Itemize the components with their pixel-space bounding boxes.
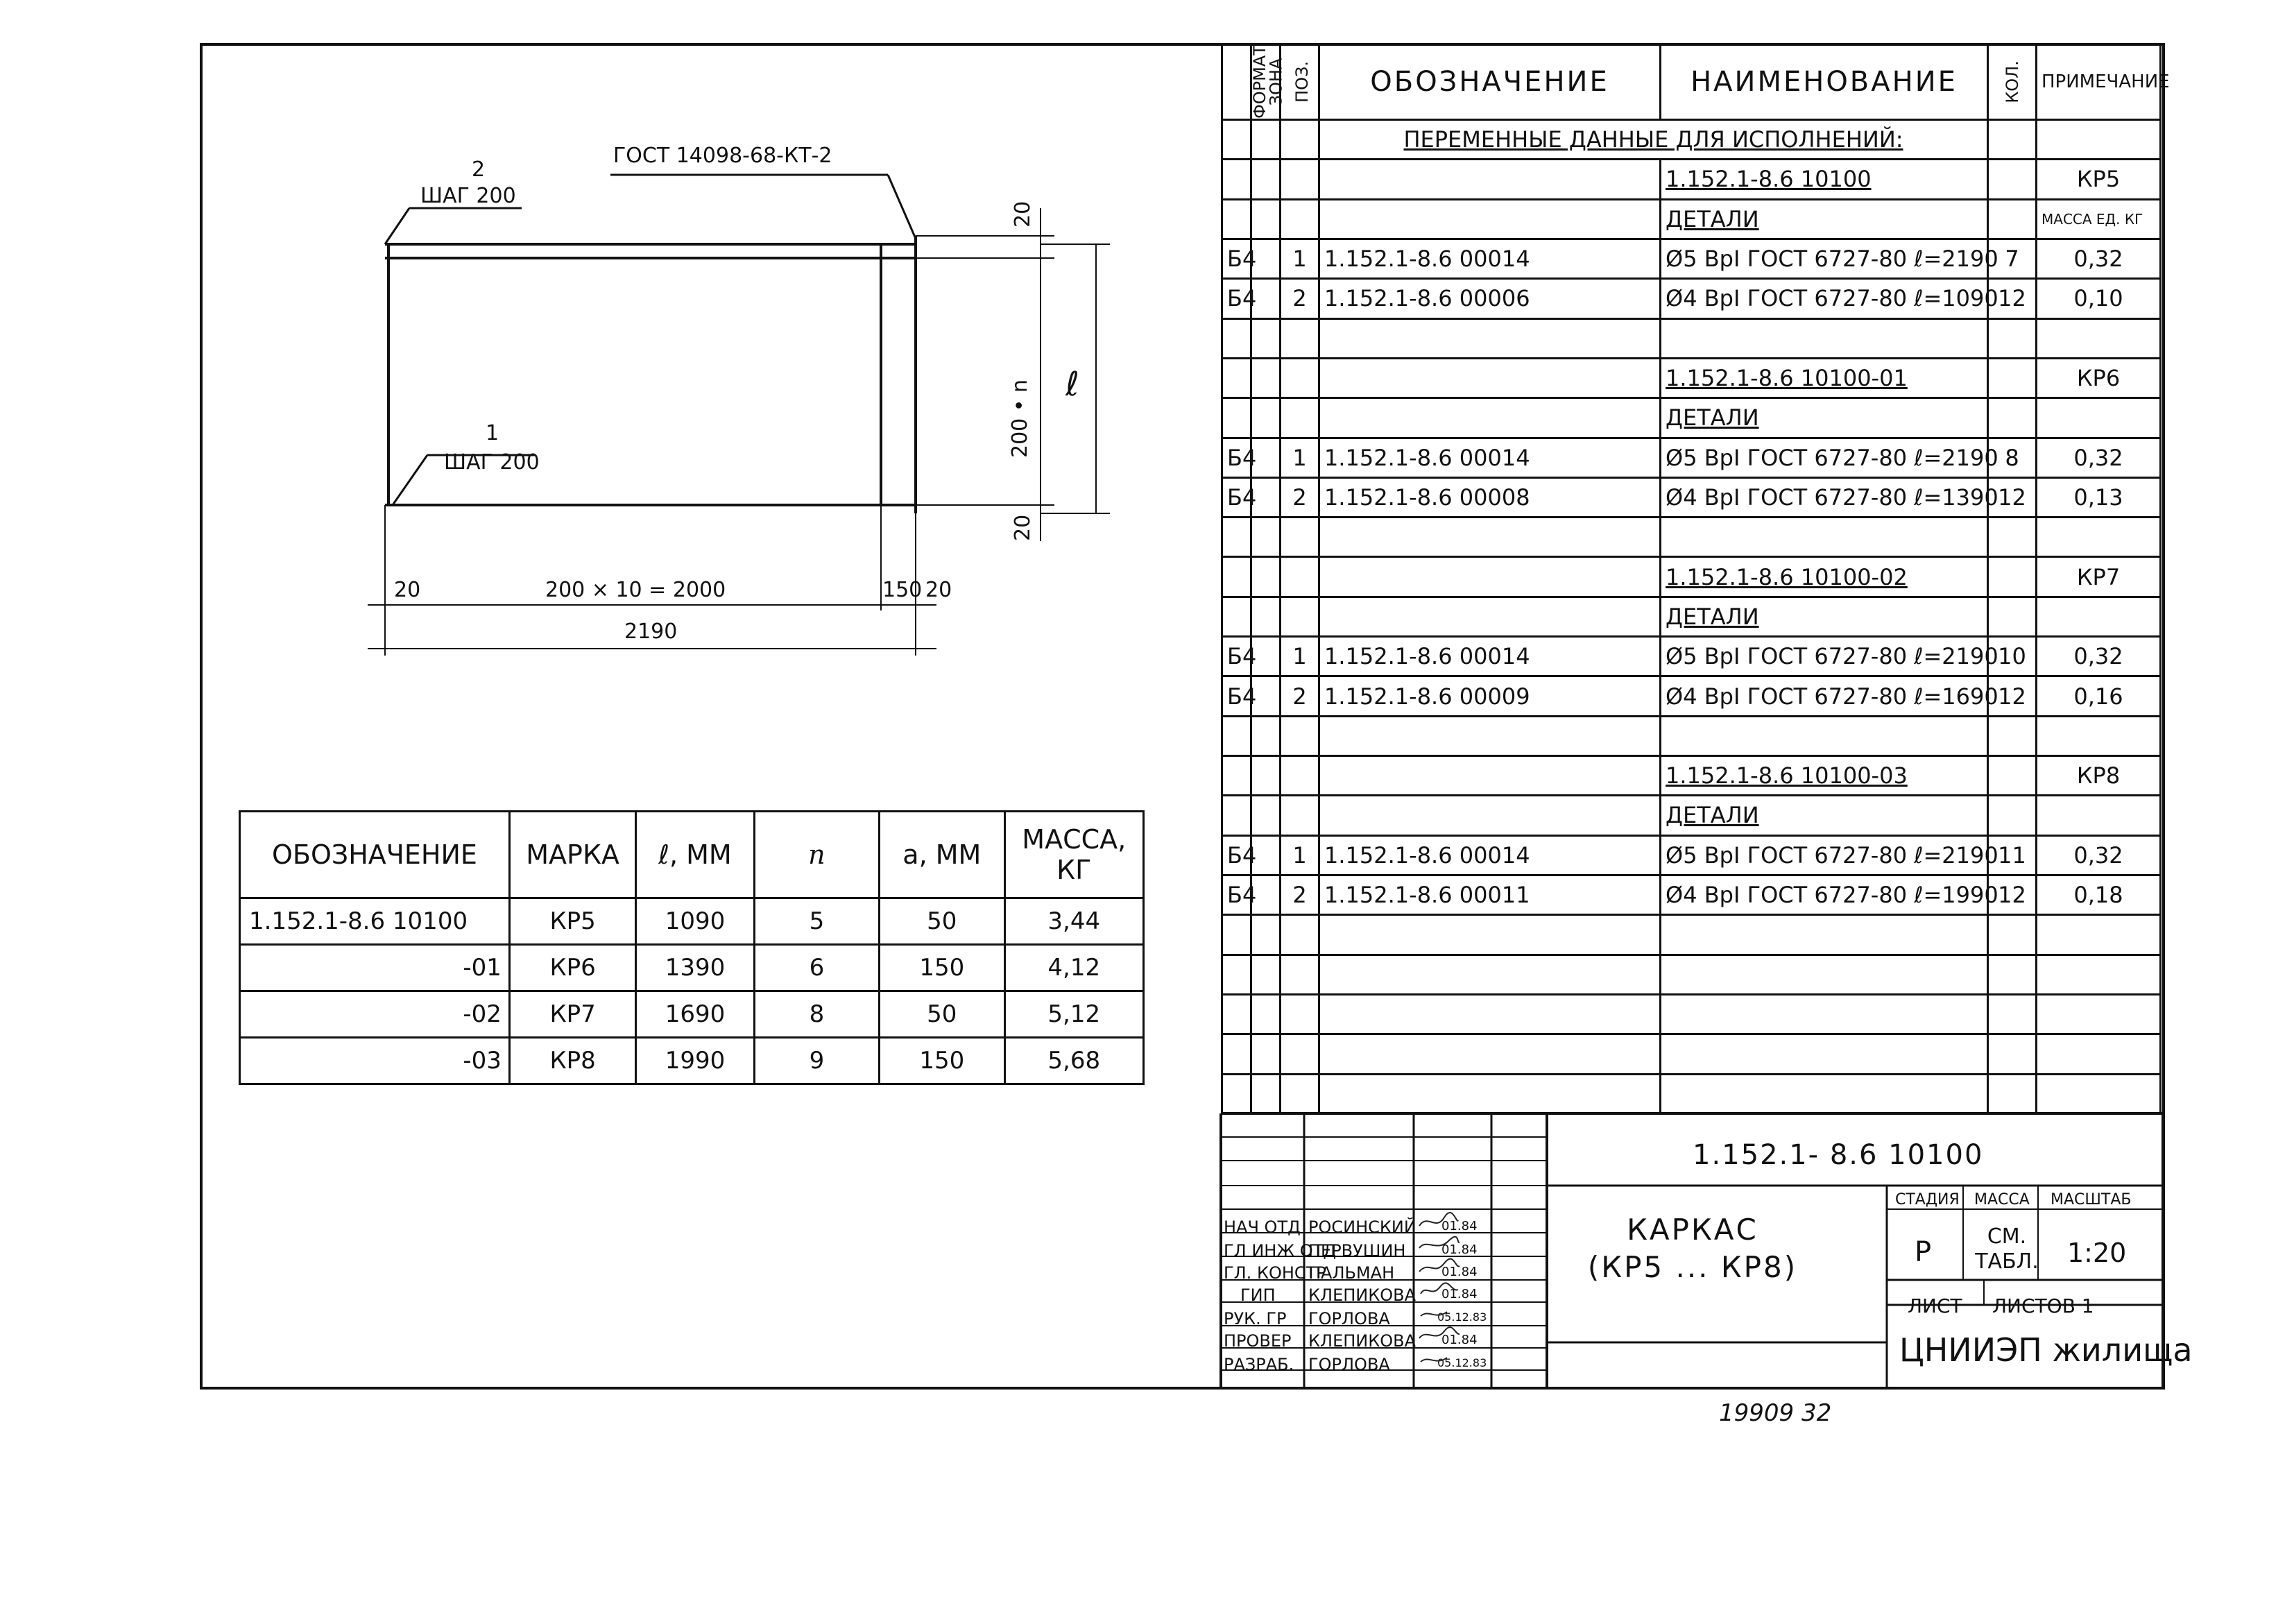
col-l: ℓ, ММ [636, 812, 754, 898]
cell-note: 0,32 [2037, 438, 2161, 477]
cell-n: 5 [754, 898, 879, 945]
cell-mass: 3,44 [1004, 898, 1144, 945]
group-mark: КР8 [2037, 756, 2161, 796]
cell-note: 0,32 [2037, 835, 2161, 875]
cell-name: Ø5 ВрI ГОСТ 6727-80 ℓ=2190 [1661, 239, 1988, 278]
cell-mass: 4,12 [1004, 945, 1144, 991]
cell-format: Б4 [1222, 239, 1251, 278]
signatures [1416, 1211, 1461, 1377]
table-row [1222, 597, 2161, 636]
sheet-label: ЛИСТ [1908, 1294, 1962, 1317]
table-row [240, 991, 1144, 1038]
col-designation: ОБОЗНАЧЕНИЕ [1319, 44, 1661, 120]
cell-note: 0,32 [2037, 239, 2161, 278]
dim-top: 20 [1011, 200, 1035, 228]
cell-note: 0,32 [2037, 637, 2161, 676]
cell-designation: 1.152.1-8.6 00014 [1319, 637, 1661, 676]
cell-format: Б4 [1222, 477, 1251, 517]
cell-format: Б4 [1222, 676, 1251, 716]
org-name: ЦНИИЭП жилища [1899, 1331, 2193, 1369]
table-row [1222, 477, 2161, 517]
dim-total: 2190 [624, 619, 678, 644]
table-row [1222, 199, 2161, 239]
cell-qty: 8 [1988, 438, 2037, 477]
cell-qty: 12 [1988, 477, 2037, 517]
table-row [1222, 1034, 2161, 1074]
role: ГЛ ИНЖ ОТД [1224, 1241, 1337, 1260]
cell-designation: 1.152.1-8.6 00011 [1319, 875, 1661, 914]
cell-pos: 2 [1281, 875, 1319, 914]
table-row [1222, 835, 2161, 875]
table-row [1222, 637, 2161, 676]
group-details: ДЕТАЛИ [1661, 199, 1988, 239]
person-name: ПЕРВУШИН [1308, 1241, 1406, 1260]
sheet-number: 19909 32 [1719, 1399, 1832, 1427]
group-details: ДЕТАЛИ [1661, 398, 1988, 438]
table-row [1222, 120, 2161, 160]
cell-pos: 2 [1281, 477, 1319, 517]
group-details: ДЕТАЛИ [1661, 796, 1988, 835]
date: 01.84 [1441, 1242, 1478, 1257]
cell-name: Ø5 ВрI ГОСТ 6727-80 ℓ=2190 [1661, 637, 1988, 676]
cell-format: Б4 [1222, 835, 1251, 875]
cell-n: 8 [754, 991, 879, 1038]
col-pos: ПОЗ. [1281, 44, 1319, 120]
table-row [240, 945, 1144, 991]
cell-note: 0,10 [2037, 279, 2161, 318]
specification-table [1221, 43, 2170, 1115]
stage-label: СТАДИЯ [1895, 1191, 1960, 1208]
cell-format: Б4 [1222, 875, 1251, 914]
cell-a: 150 [880, 1038, 1004, 1084]
col-mark: МАРКА [509, 812, 635, 898]
cell-designation: 1.152.1-8.6 10100 [240, 898, 510, 945]
table-row [1222, 915, 2161, 955]
table-row [1222, 160, 2161, 199]
col-designation: ОБОЗНАЧЕНИЕ [240, 812, 510, 898]
cell-designation: -03 [240, 1038, 510, 1084]
cell-name: Ø4 ВрI ГОСТ 6727-80 ℓ=1990 [1661, 875, 1988, 914]
cell-pos: 1 [1281, 835, 1319, 875]
cell-mass: 5,68 [1004, 1038, 1144, 1084]
variants-table [239, 810, 1145, 1085]
table-row [1222, 994, 2161, 1034]
cell-l: 1090 [636, 898, 754, 945]
dim-right: 20 [925, 578, 952, 602]
dim-span: 200 × 10 = 2000 [545, 578, 726, 602]
cell-note: 0,18 [2037, 875, 2161, 914]
scale-label: МАСШТАБ [2051, 1191, 2132, 1208]
table-row [1222, 875, 2161, 914]
group-mark: КР7 [2037, 557, 2161, 597]
group-mark: КР5 [2037, 160, 2161, 199]
cell-mark: КР6 [509, 945, 635, 991]
mass-note: МАССА ЕД. КГ [2037, 199, 2161, 239]
cell-n: 6 [754, 945, 879, 991]
table-row [1222, 756, 2161, 796]
weld-spec: ГОСТ 14098-68-КТ-2 [613, 144, 832, 168]
col-zone: ЗОНА [1251, 44, 1281, 120]
cell-designation: 1.152.1-8.6 00009 [1319, 676, 1661, 716]
cell-designation: 1.152.1-8.6 00014 [1319, 239, 1661, 278]
cell-mark: КР7 [509, 991, 635, 1038]
role: ГИП [1240, 1285, 1276, 1305]
person-name: ГОРЛОВА [1308, 1355, 1390, 1374]
stage-value: Р [1915, 1236, 1932, 1268]
rod1-step: ШАГ 200 [444, 450, 540, 475]
cell-l: 1990 [636, 1038, 754, 1084]
mass-value: СМ. ТАБЛ. [1975, 1224, 2039, 1274]
cell-mark: КР5 [509, 898, 635, 945]
col-name: НАИМЕНОВАНИЕ [1661, 44, 1988, 120]
doc-code: 1.152.1- 8.6 10100 [1693, 1139, 1984, 1171]
cell-pos: 2 [1281, 676, 1319, 716]
col-n: n [754, 812, 879, 898]
group-details: ДЕТАЛИ [1661, 597, 1988, 636]
mass-label: МАССА [1974, 1191, 2030, 1208]
cell-mark: КР8 [509, 1038, 635, 1084]
cell-qty: 10 [1988, 637, 2037, 676]
group-code: 1.152.1-8.6 10100-03 [1661, 756, 1988, 796]
group-code: 1.152.1-8.6 10100-02 [1661, 557, 1988, 597]
table-row [1222, 518, 2161, 557]
rod2-position: 2 [472, 157, 486, 182]
cell-mass: 5,12 [1004, 991, 1144, 1038]
table-row [240, 898, 1144, 945]
rod1-position: 1 [486, 421, 499, 445]
role: НАЧ ОТД [1224, 1217, 1301, 1237]
dim-mid: 200 • n [1008, 379, 1032, 458]
col-mass: МАССА, КГ [1004, 812, 1144, 898]
person-name: РОСИНСКИЙ [1308, 1217, 1416, 1237]
cell-qty: 12 [1988, 676, 2037, 716]
variable-header: ПЕРЕМЕННЫЕ ДАННЫЕ ДЛЯ ИСПОЛНЕНИЙ: [1319, 120, 1988, 160]
cell-a: 50 [880, 898, 1004, 945]
cell-pos: 1 [1281, 637, 1319, 676]
table-row [1222, 955, 2161, 994]
cell-pos: 1 [1281, 239, 1319, 278]
table-row [1222, 796, 2161, 835]
cell-designation: 1.152.1-8.6 00014 [1319, 835, 1661, 875]
sheets-label: ЛИСТОВ 1 [1992, 1294, 2094, 1317]
doc-subtitle: (КР5 ... КР8) [1587, 1250, 1798, 1284]
group-code: 1.152.1-8.6 10100-01 [1661, 358, 1988, 398]
cell-l: 1690 [636, 991, 754, 1038]
col-note: ПРИМЕЧАНИЕ [2037, 44, 2161, 120]
date: 01.84 [1441, 1265, 1478, 1279]
date: 05.12.83 [1437, 1310, 1487, 1324]
table-row [1222, 239, 2161, 278]
person-name: ГОРЛОВА [1308, 1309, 1390, 1328]
cell-pos: 2 [1281, 279, 1319, 318]
date: 05.12.83 [1437, 1356, 1487, 1369]
col-qty: КОЛ. [1988, 44, 2037, 120]
cell-format: Б4 [1222, 279, 1251, 318]
dim-l: ℓ [1065, 365, 1079, 404]
role: РАЗРАБ. [1224, 1355, 1294, 1374]
cell-name: Ø4 ВрI ГОСТ 6727-80 ℓ=1390 [1661, 477, 1988, 517]
cell-name: Ø5 ВрI ГОСТ 6727-80 ℓ=2190 [1661, 438, 1988, 477]
dim-bottom: 20 [1011, 514, 1035, 541]
table-row [1222, 318, 2161, 358]
cell-designation: 1.152.1-8.6 00008 [1319, 477, 1661, 517]
col-format: ФОРМАТ [1222, 44, 1251, 120]
cell-note: 0,16 [2037, 676, 2161, 716]
date: 01.84 [1441, 1219, 1478, 1233]
cell-n: 9 [754, 1038, 879, 1084]
cell-qty: 11 [1988, 835, 2037, 875]
role: ГЛ. КОНСТР [1224, 1263, 1326, 1283]
rod2-step: ШАГ 200 [420, 184, 516, 208]
cell-designation: 1.152.1-8.6 00006 [1319, 279, 1661, 318]
table-row [1222, 1074, 2161, 1114]
cell-pos: 1 [1281, 438, 1319, 477]
table-row [240, 1038, 1144, 1084]
title-block [1221, 1113, 2193, 1390]
cell-qty: 12 [1988, 875, 2037, 914]
cell-qty: 12 [1988, 279, 2037, 318]
person-name: КЛЕПИКОВА [1308, 1331, 1416, 1351]
dim-left: 20 [394, 578, 421, 602]
table-row [1222, 676, 2161, 716]
doc-title: КАРКАС [1627, 1213, 1758, 1247]
cell-designation: 1.152.1-8.6 00014 [1319, 438, 1661, 477]
role: РУК. ГР [1224, 1309, 1287, 1328]
cell-a: 150 [880, 945, 1004, 991]
table-row [1222, 398, 2161, 438]
cell-designation: -01 [240, 945, 510, 991]
cell-qty: 7 [1988, 239, 2037, 278]
cell-name: Ø4 ВрI ГОСТ 6727-80 ℓ=1690 [1661, 676, 1988, 716]
dim-150: 150 [882, 578, 923, 602]
role: ПРОВЕР [1224, 1331, 1292, 1351]
scale-value: 1:20 [2067, 1238, 2127, 1268]
group-code: 1.152.1-8.6 10100 [1661, 160, 1988, 199]
person-name: ПАЛЬМАН [1308, 1263, 1395, 1283]
cell-a: 50 [880, 991, 1004, 1038]
table-row [1222, 716, 2161, 755]
cell-format: Б4 [1222, 637, 1251, 676]
cell-format: Б4 [1222, 438, 1251, 477]
cell-l: 1390 [636, 945, 754, 991]
cell-designation: -02 [240, 991, 510, 1038]
cell-name: Ø5 ВрI ГОСТ 6727-80 ℓ=2190 [1661, 835, 1988, 875]
table-row [1222, 279, 2161, 318]
table-row [1222, 358, 2161, 398]
col-a: a, ММ [880, 812, 1004, 898]
person-name: КЛЕПИКОВА [1308, 1285, 1416, 1305]
table-row [1222, 557, 2161, 597]
group-mark: КР6 [2037, 358, 2161, 398]
table-row [1222, 438, 2161, 477]
cell-name: Ø4 ВрI ГОСТ 6727-80 ℓ=1090 [1661, 279, 1988, 318]
cell-note: 0,13 [2037, 477, 2161, 517]
date: 01.84 [1441, 1333, 1478, 1347]
date: 01.84 [1441, 1287, 1478, 1301]
